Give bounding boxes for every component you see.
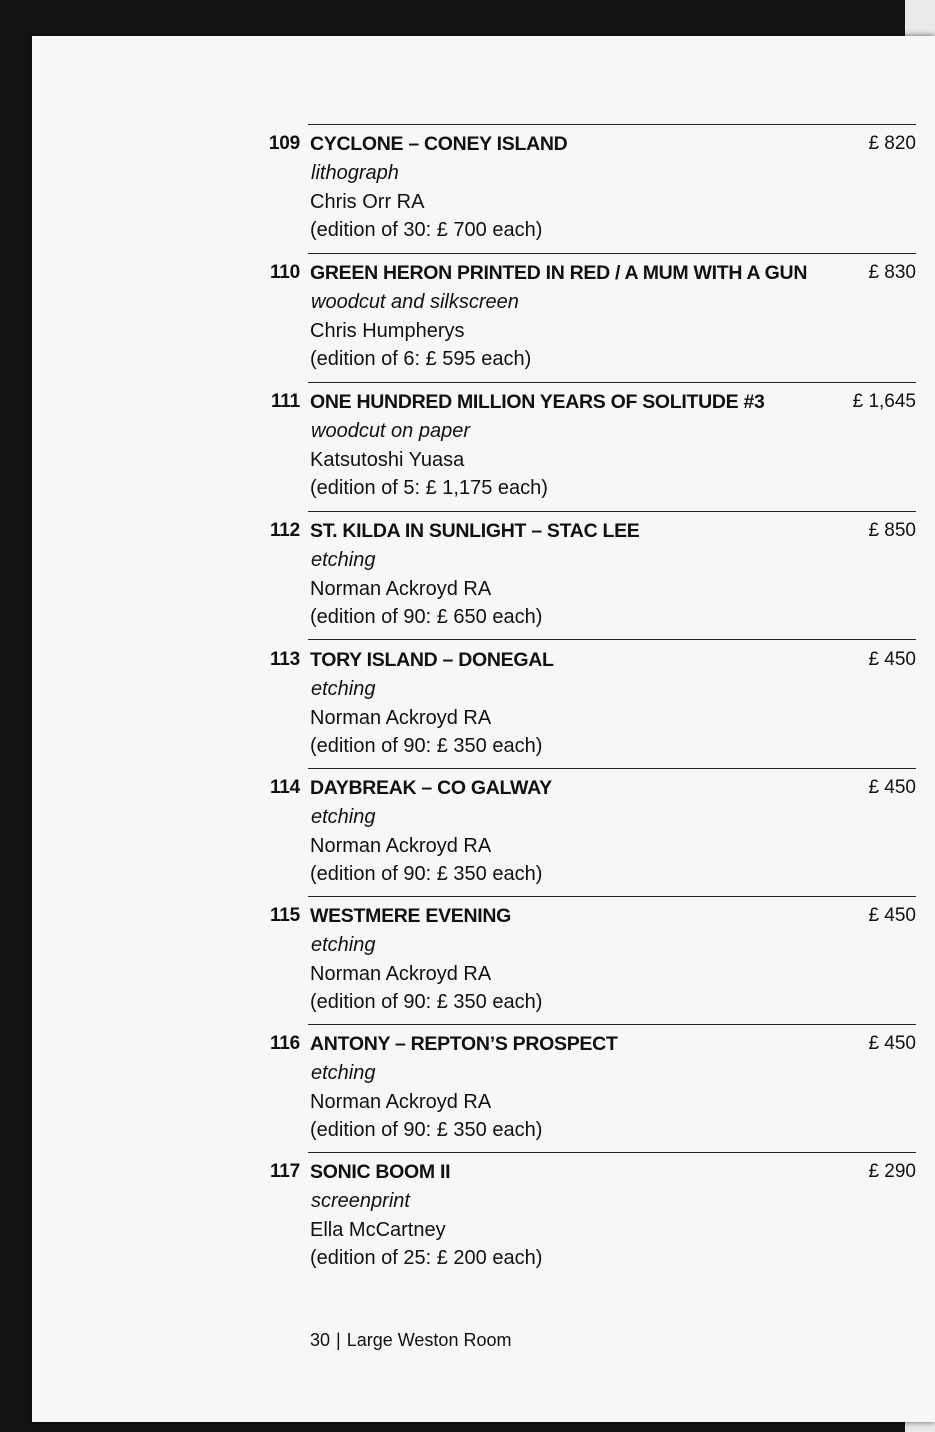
entry-artist: Chris Orr RA xyxy=(310,191,425,213)
entry-number: 114 xyxy=(269,777,300,798)
entry-edition: (edition of 5: £ 1,175 each) xyxy=(310,477,548,499)
entry-title: ONE HUNDRED MILLION YEARS OF SOLITUDE #3 xyxy=(310,391,765,413)
entry-medium: etching xyxy=(311,806,376,828)
entry-artist: Norman Ackroyd RA xyxy=(310,963,492,985)
entry-title: WESTMERE EVENING xyxy=(310,905,512,927)
entry-title: ANTONY – REPTON’S PROSPECT xyxy=(310,1033,618,1055)
entry-medium: woodcut and silkscreen xyxy=(311,291,519,313)
entry-number: 117 xyxy=(269,1161,300,1182)
entry-title: ST. KILDA IN SUNLIGHT – STAC LEE xyxy=(310,520,640,542)
entry-edition: (edition of 90: £ 350 each) xyxy=(310,735,543,757)
entry-edition: (edition of 6: £ 595 each) xyxy=(310,348,532,370)
entry-number: 111 xyxy=(270,391,300,412)
entry-edition: (edition of 25: £ 200 each) xyxy=(310,1247,543,1269)
entry-medium: etching xyxy=(311,1062,376,1084)
entry-number: 115 xyxy=(269,905,300,926)
entry-medium: woodcut on paper xyxy=(311,420,471,442)
entry-medium: screenprint xyxy=(311,1190,410,1212)
entry-number: 116 xyxy=(269,1033,300,1054)
entry-price: £ 450 xyxy=(868,905,916,926)
entry-medium: etching xyxy=(311,934,376,956)
entry-number: 109 xyxy=(268,133,300,154)
divider xyxy=(308,124,916,125)
entry-artist: Chris Humpherys xyxy=(310,320,465,342)
entry-price: £ 450 xyxy=(868,649,916,670)
footer-separator: | xyxy=(336,1330,341,1350)
entry-title: DAYBREAK – CO GALWAY xyxy=(310,777,552,799)
catalogue-entry xyxy=(0,905,935,1033)
entry-price: £ 290 xyxy=(868,1161,916,1182)
entry-price: £ 830 xyxy=(868,262,916,283)
entry-number: 110 xyxy=(269,262,300,283)
entry-title: SONIC BOOM II xyxy=(310,1161,451,1183)
entry-number: 112 xyxy=(269,520,300,541)
entry-artist: Katsutoshi Yuasa xyxy=(310,449,465,471)
catalogue-entry xyxy=(0,391,935,519)
entry-artist: Ella McCartney xyxy=(310,1219,446,1241)
catalogue-entry xyxy=(0,649,935,777)
entry-title: CYCLONE – CONEY ISLAND xyxy=(310,133,568,155)
entry-price: £ 850 xyxy=(868,520,916,541)
entry-price: £ 450 xyxy=(868,777,916,798)
entry-title: GREEN HERON PRINTED IN RED / A MUM WITH A GUN xyxy=(310,262,808,284)
entry-edition: (edition of 90: £ 650 each) xyxy=(310,606,543,628)
catalogue-entry xyxy=(0,1161,935,1289)
entry-number: 113 xyxy=(269,649,300,670)
catalogue-entry xyxy=(0,133,935,261)
entry-artist: Norman Ackroyd RA xyxy=(310,578,492,600)
room-name: Large Weston Room xyxy=(346,1330,512,1350)
entry-title: TORY ISLAND – DONEGAL xyxy=(310,649,554,671)
entry-medium: lithograph xyxy=(311,162,399,184)
catalogue-entry xyxy=(0,262,935,390)
entry-artist: Norman Ackroyd RA xyxy=(310,1091,492,1113)
entry-edition: (edition of 90: £ 350 each) xyxy=(310,863,543,885)
entry-price: £ 820 xyxy=(868,133,916,154)
catalogue-entry xyxy=(0,1033,935,1161)
entry-medium: etching xyxy=(311,678,376,700)
catalogue-entry xyxy=(0,777,935,905)
page-footer xyxy=(310,1330,511,1351)
entry-edition: (edition of 30: £ 700 each) xyxy=(310,219,543,241)
entry-edition: (edition of 90: £ 350 each) xyxy=(310,1119,543,1141)
page-number: 30 xyxy=(310,1330,331,1350)
catalogue-entry xyxy=(0,520,935,648)
entry-artist: Norman Ackroyd RA xyxy=(310,835,492,857)
entry-price: £ 1,645 xyxy=(852,391,916,412)
entry-price: £ 450 xyxy=(868,1033,916,1054)
entry-medium: etching xyxy=(311,549,376,571)
entry-artist: Norman Ackroyd RA xyxy=(310,707,492,729)
entry-edition: (edition of 90: £ 350 each) xyxy=(310,991,543,1013)
